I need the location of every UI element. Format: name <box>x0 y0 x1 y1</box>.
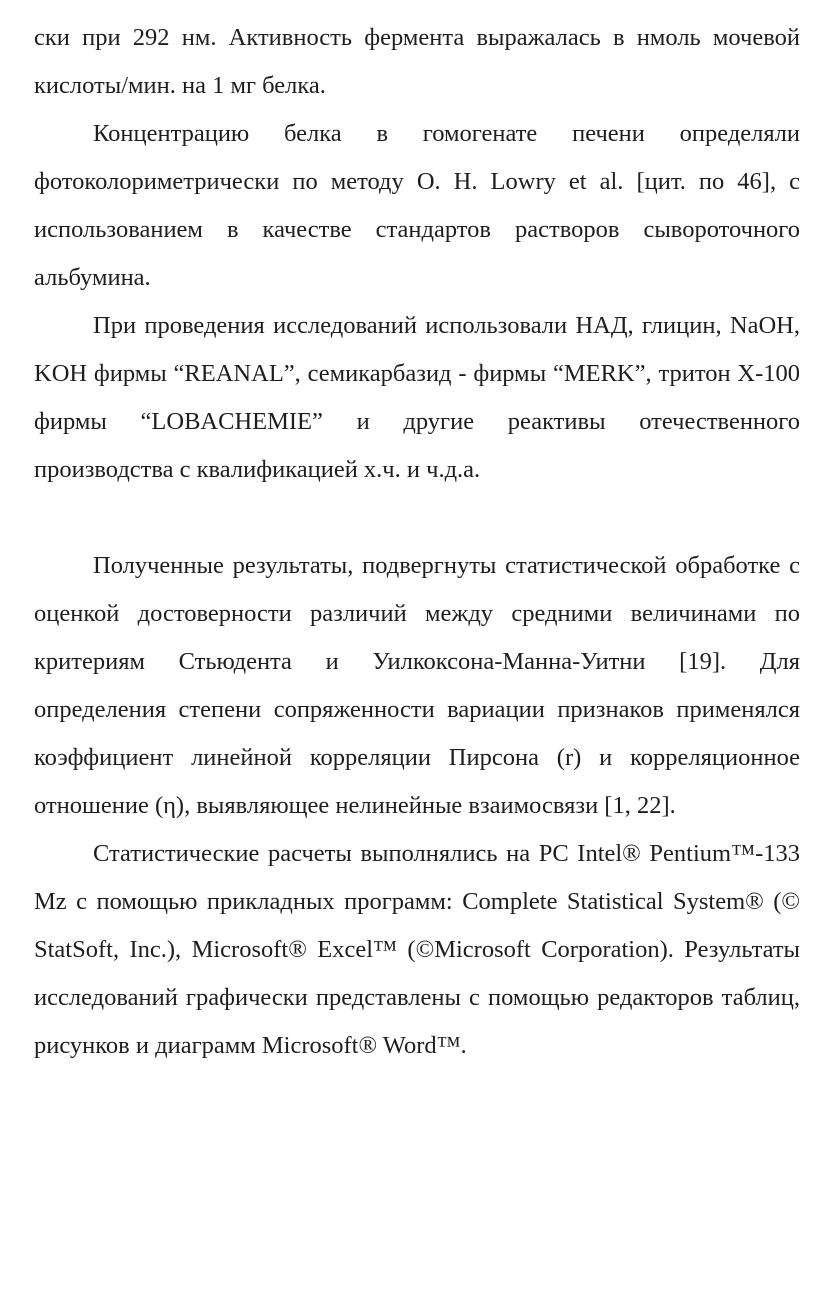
paragraph-software: Статистические расчеты выполнялись на PC Intel® Pentium™-133 Mz с помощью прикладных программ: Complete Statistical System® (© StatSoft, Inc.), Microsoft® Excel™ (©Microsoft Corporation). Результаты исследований графически представлены с помощью редакторов таблиц, рисунков и диаграмм Microsoft® Word™. <box>34 840 800 1059</box>
paragraph-reagents: При проведения исследований использовали НАД, глицин, NaOH, KOH фирмы “REANAL”, семикарбазид - фирмы “MERK”, тритон Х-100 фирмы “LOBACHEMIE” и другие реактивы отечественного производства с квалификацией х.ч. и ч.д.а. <box>34 312 800 483</box>
document-page <box>34 14 800 1070</box>
paragraph-gap <box>34 494 800 542</box>
paragraph-statistics: Полученные результаты, подвергнуты статистической обработке с оценкой достоверности различий между средними величинами по критериям Стьюдента и Уилкоксона-Манна-Уитни [19]. Для определения степени сопряженности вариации признаков применялся коэффициент линейной корреляции Пирсона (r) и корреляционное отношение (η), выявляющее нелинейные взаимосвязи [1, 22]. <box>34 552 800 819</box>
paragraph-protein-concentration: Концентрацию белка в гомогенате печени определяли фотоколориметрически по методу O. H. Lowry et al. [цит. по 46], с использованием в качестве стандартов растворов сывороточного альбумина. <box>34 120 800 291</box>
paragraph-enzyme-activity: ски при 292 нм. Активность фермента выражалась в нмоль мочевой кислоты/мин. на 1 мг белка. <box>34 24 800 99</box>
